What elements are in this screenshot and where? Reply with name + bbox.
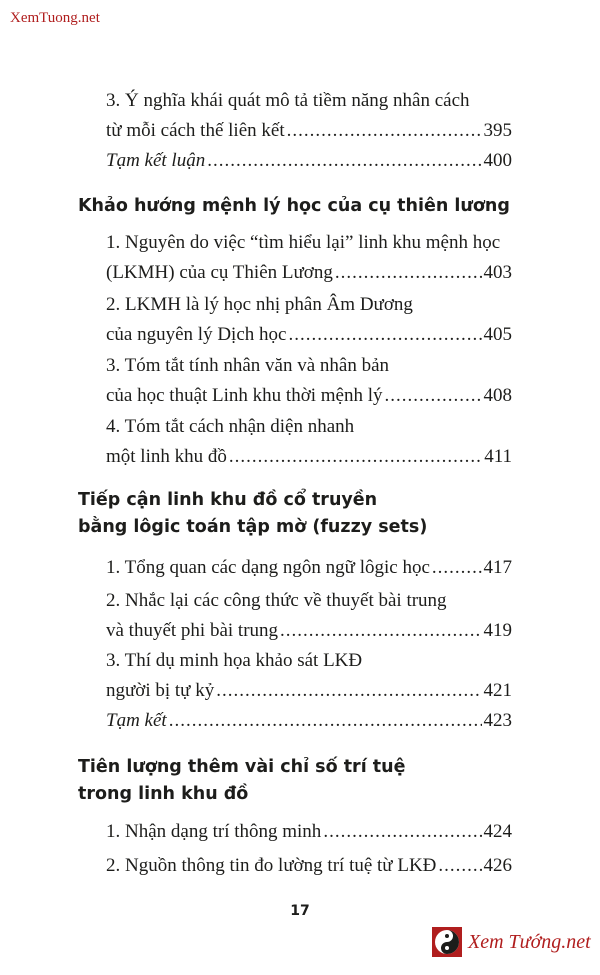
toc-entry-title: của nguyên lý Dịch học	[106, 324, 287, 345]
toc-entry-line1: 2. Nhắc lại các công thức về thuyết bài trung	[106, 590, 447, 611]
section-heading-line: trong linh khu đồ	[78, 784, 249, 804]
section-heading-line: bằng lôgic toán tập mờ (fuzzy sets)	[78, 517, 428, 537]
toc-entry-row	[106, 146, 512, 176]
leader-dots	[288, 320, 481, 350]
toc-page-ref: 395	[483, 120, 512, 141]
toc-entry-row	[106, 381, 512, 411]
section-heading	[78, 487, 518, 541]
toc-entry-title: người bị tự kỷ	[106, 680, 215, 701]
toc-entry-line1: 3. Ý nghĩa khái quát mô tả tiềm năng nhân cách	[106, 90, 470, 111]
toc-entry-title: 1. Tổng quan các dạng ngôn ngữ lôgic học	[106, 557, 430, 578]
toc-entry-title: từ mỗi cách thế liên kết	[106, 120, 285, 141]
top-logo[interactable]: XemTuong.net	[10, 10, 100, 26]
leader-dots	[280, 616, 481, 646]
toc-entry-title: Tạm kết	[106, 710, 167, 731]
toc-entry-row	[106, 258, 512, 288]
toc-page-ref: 423	[483, 710, 512, 731]
toc-entry	[106, 851, 512, 881]
toc-page-ref: 411	[484, 446, 512, 467]
watermark-logo	[432, 922, 592, 962]
toc-entry	[106, 646, 512, 706]
toc-page-ref: 403	[483, 262, 512, 283]
leader-dots	[335, 258, 482, 288]
leader-dots	[323, 817, 481, 847]
toc-entry-row	[106, 320, 512, 350]
toc-entry	[106, 553, 512, 583]
toc-entry-row	[106, 817, 512, 847]
toc-entry-title: Tạm kết luận	[106, 150, 206, 171]
leader-dots	[229, 442, 482, 472]
toc-entry-title: (LKMH) của cụ Thiên Lương	[106, 262, 333, 283]
section-heading	[78, 754, 518, 808]
toc-page-ref: 400	[483, 150, 512, 171]
toc-entry-title: 2. Nguồn thông tin đo lường trí tuệ từ LKĐ	[106, 855, 437, 876]
leader-dots	[216, 676, 481, 706]
yin-yang-icon	[432, 927, 462, 957]
toc-page-ref: 421	[483, 680, 512, 701]
leader-dots	[432, 553, 482, 583]
section-heading-line: Tiên lượng thêm vài chỉ số trí tuệ	[78, 757, 406, 777]
page-number: 17	[290, 903, 310, 919]
toc-entry	[106, 86, 512, 146]
toc-entry	[106, 586, 512, 646]
toc-entry-row	[106, 706, 512, 736]
toc-page-ref: 417	[483, 557, 512, 578]
section-heading-line: Khảo hướng mệnh lý học của cụ thiên lương	[78, 196, 510, 216]
toc-page-ref: 426	[483, 855, 512, 876]
leader-dots	[287, 116, 482, 146]
section-heading	[78, 193, 518, 220]
watermark-text: Xem Tướng.net	[468, 930, 591, 953]
toc-entry-line1: 3. Thí dụ minh họa khảo sát LKĐ	[106, 650, 363, 671]
leader-dots	[438, 851, 481, 881]
toc-entry	[106, 412, 512, 472]
toc-entry-row	[106, 851, 512, 881]
toc-entry-title: của học thuật Linh khu thời mệnh lý	[106, 385, 383, 406]
toc-entry-title: và thuyết phi bài trung	[106, 620, 279, 641]
leader-dots	[385, 381, 482, 411]
toc-entry	[106, 817, 512, 847]
toc-entry	[106, 146, 512, 176]
leader-dots	[169, 706, 482, 736]
toc-entry-row	[106, 616, 512, 646]
leader-dots	[207, 146, 481, 176]
toc-entry-row	[106, 116, 512, 146]
toc-entry	[106, 351, 512, 411]
toc-page-ref: 424	[483, 821, 512, 842]
toc-entry-line1: 4. Tóm tắt cách nhận diện nhanh	[106, 416, 355, 437]
toc-page-ref: 408	[483, 385, 512, 406]
section-heading-line: Tiếp cận linh khu đồ cổ truyền	[78, 490, 378, 510]
toc-entry	[106, 290, 512, 350]
toc-entry	[106, 706, 512, 736]
toc-entry-title: 1. Nhận dạng trí thông minh	[106, 821, 322, 842]
toc-entry	[106, 228, 512, 288]
toc-entry-row	[106, 553, 512, 583]
toc-page-ref: 419	[483, 620, 512, 641]
toc-entry-row	[106, 676, 512, 706]
toc-entry-line1: 2. LKMH là lý học nhị phân Âm Dương	[106, 294, 413, 315]
toc-page-ref: 405	[483, 324, 512, 345]
toc-entry-line1: 3. Tóm tắt tính nhân văn và nhân bản	[106, 355, 390, 376]
toc-entry-title: một linh khu đồ	[106, 446, 227, 467]
toc-entry-line1: 1. Nguyên do việc “tìm hiểu lại” linh khu mệnh học	[106, 232, 501, 253]
toc-entry-row	[106, 442, 512, 472]
